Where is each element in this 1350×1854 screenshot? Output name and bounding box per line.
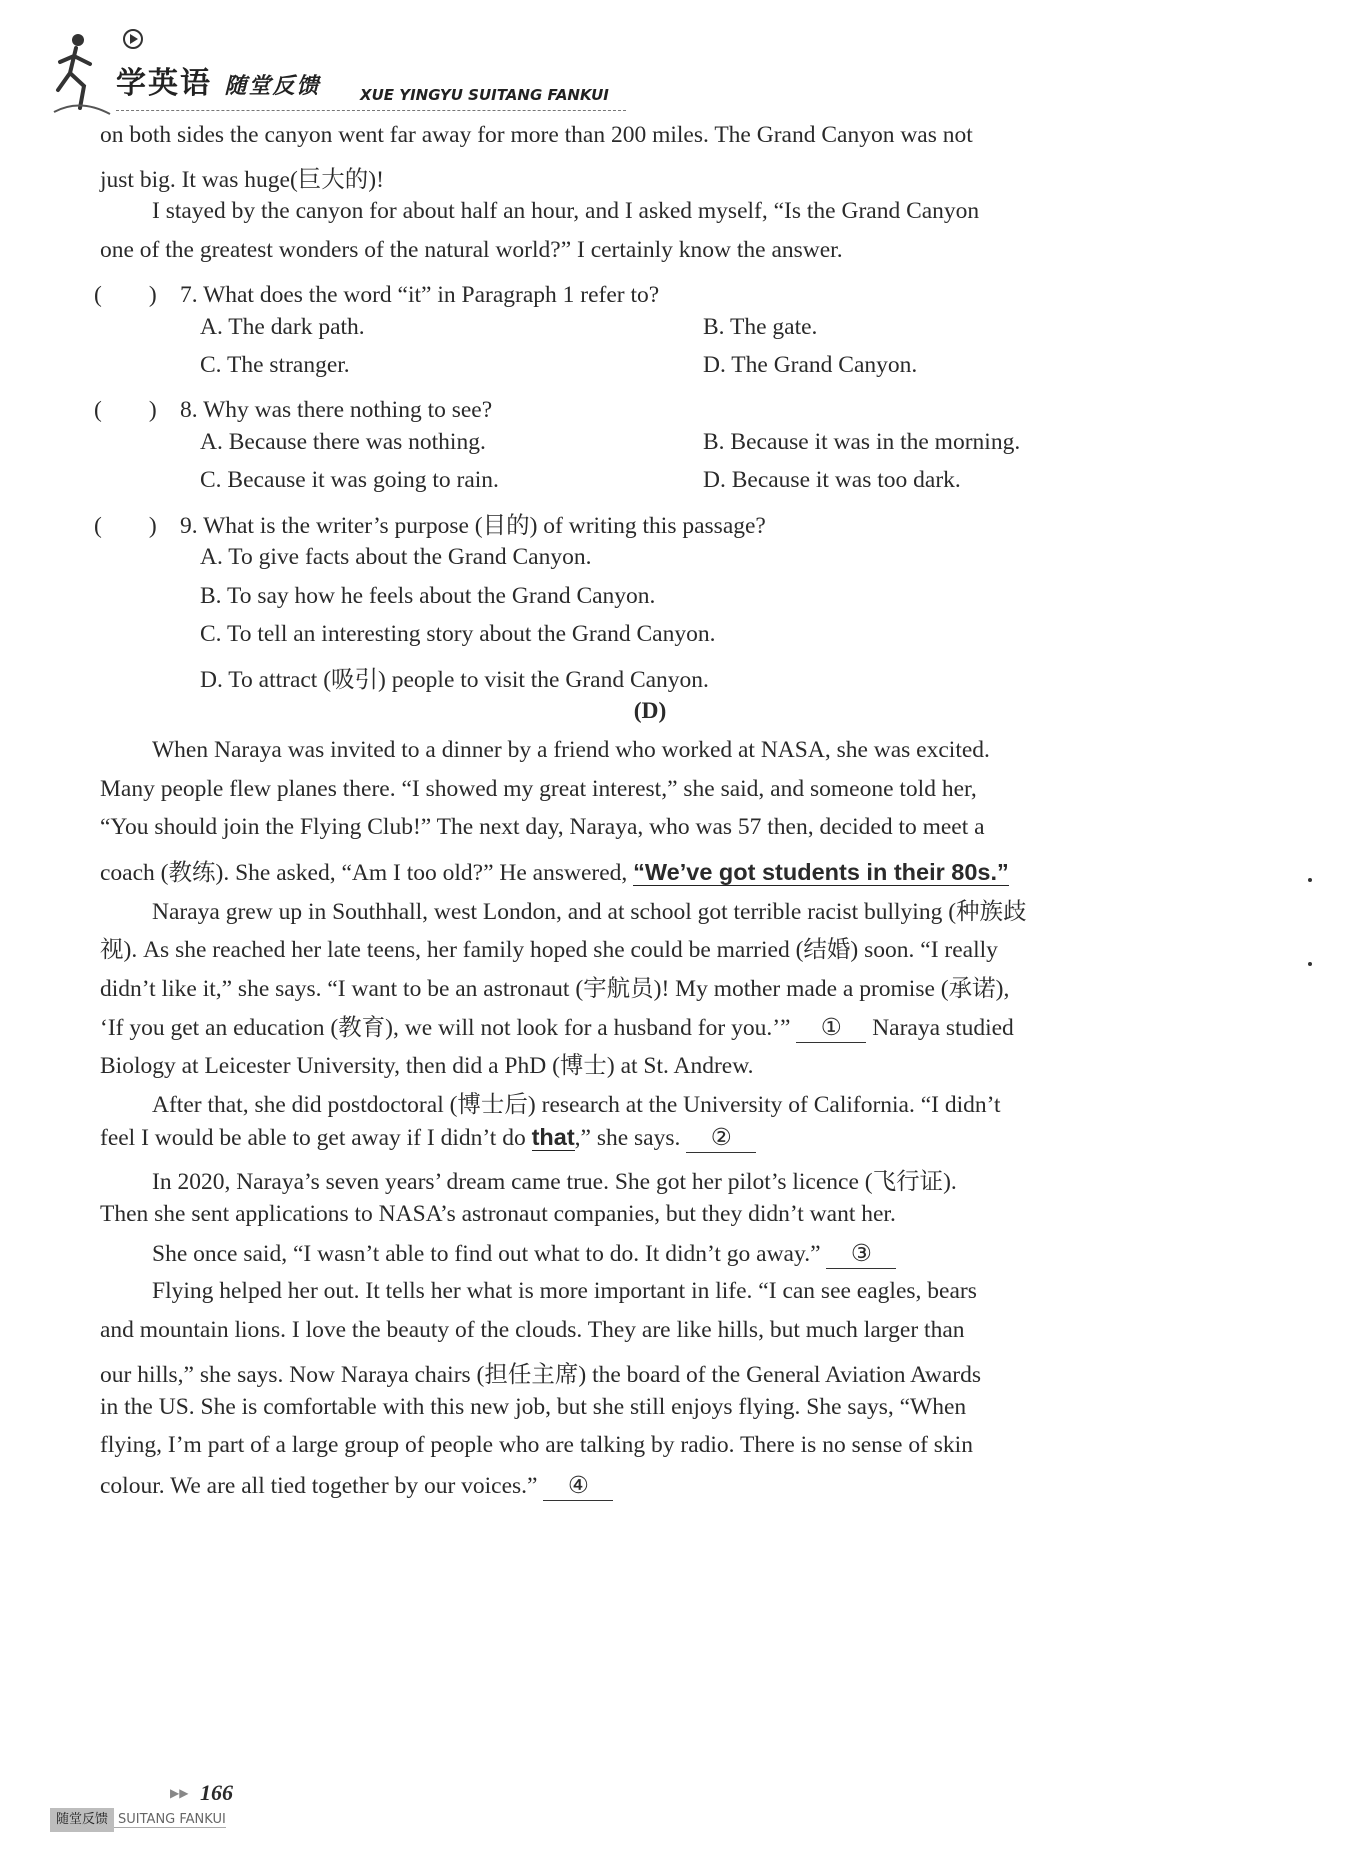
page-arrow-icon: ▶▶ [170, 1786, 189, 1800]
option-c: C. The stranger. [200, 352, 350, 378]
question-stem: 9. What is the writer’s purpose (目的) of writing this passage? [180, 513, 766, 539]
answer-blank-2[interactable]: ② [686, 1123, 756, 1153]
option-d: D. The Grand Canyon. [703, 352, 918, 378]
option-b: B. Because it was in the morning. [703, 429, 1021, 455]
logo-title [116, 58, 320, 102]
option-c: C. Because it was going to rain. [200, 467, 499, 493]
emphasized-quote: “We’ve got students in their 80s.” [633, 859, 1009, 885]
option-a: A. Because there was nothing. [200, 429, 486, 455]
answer-bracket[interactable]: ( ) [94, 282, 157, 308]
text-line: didn’t like it,” she says. “I want to be an astronaut (宇航员)! My mother made a promise (承诺), [100, 976, 1010, 1002]
answer-bracket[interactable]: ( ) [94, 513, 157, 539]
margin-mark [1308, 962, 1312, 966]
footer-tag-cn: 随堂反馈 [50, 1808, 114, 1832]
text-line: “You should join the Flying Club!” The next day, Naraya, who was 57 then, decided to meet a [100, 814, 985, 840]
question-stem: 8. Why was there nothing to see? [180, 397, 493, 423]
text-line: Naraya grew up in Southhall, west London, and at school got terrible racist bullying (种族歧 [152, 899, 1027, 925]
answer-blank-4[interactable]: ④ [543, 1471, 613, 1501]
page-number: 166 [200, 1780, 233, 1805]
option-d: D. Because it was too dark. [703, 467, 961, 493]
text-line: colour. We are all tied together by our voices.” ④ [100, 1471, 613, 1501]
text-line: coach (教练). She asked, “Am I too old?” He answered, “We’ve got students in their 80s.” [100, 859, 1009, 886]
option-d: D. To attract (吸引) people to visit the Grand Canyon. [200, 667, 709, 693]
text-line: feel I would be able to get away if I didn’t do that,” she says. ② [100, 1123, 756, 1153]
text-line: on both sides the canyon went far away for more than 200 miles. The Grand Canyon was not [100, 122, 973, 148]
logo-english-text: XUE YINGYU SUITANG FANKUI [360, 86, 609, 104]
text-line: Then she sent applications to NASA’s astronaut companies, but they didn’t want her. [100, 1201, 896, 1227]
option-c: C. To tell an interesting story about the Grand Canyon. [200, 621, 716, 647]
text-line: She once said, “I wasn’t able to find out what to do. It didn’t go away.” ③ [100, 1239, 896, 1269]
page-header [50, 18, 650, 118]
option-a: A. To give facts about the Grand Canyon. [200, 544, 592, 570]
text-line: our hills,” she says. Now Naraya chairs (担任主席) the board of the General Aviation Awards [100, 1362, 982, 1388]
option-a: A. The dark path. [200, 314, 365, 340]
text-line: ‘If you get an education (教育), we will not look for a husband for you.’” ① Naraya studied [100, 1015, 1014, 1041]
text-line: flying, I’m part of a large group of people who are talking by radio. There is no sense of skin [100, 1432, 973, 1458]
text-line: Flying helped her out. It tells her what is more important in life. “I can see eagles, bears [152, 1278, 977, 1304]
option-b: B. To say how he feels about the Grand Canyon. [200, 583, 656, 609]
answer-blank-3[interactable]: ③ [826, 1239, 896, 1269]
option-b: B. The gate. [703, 314, 818, 340]
logo-main-text: 学英语 [116, 66, 212, 101]
logo-sub-text: 随堂反馈 [224, 74, 321, 99]
question-8 [94, 390, 492, 424]
text-line: 视). As she reached her late teens, her family hoped she could be married (结婚) soon. “I really [100, 937, 998, 963]
text-line: one of the greatest wonders of the natural world?” I certainly know the answer. [100, 237, 843, 263]
text-line: just big. It was huge(巨大的)! [100, 167, 384, 193]
text-line: Biology at Leicester University, then did a PhD (博士) at St. Andrew. [100, 1053, 754, 1079]
runner-logo-icon [50, 28, 120, 118]
text-line: in the US. She is comfortable with this new job, but she still enjoys flying. She says, “When [100, 1394, 967, 1420]
text-line: After that, she did postdoctoral (博士后) research at the University of California. “I didn’t [152, 1092, 1001, 1118]
question-7 [94, 275, 659, 309]
footer-tag-en: SUITANG FANKUI [114, 1812, 226, 1828]
question-stem: 7. What does the word “it” in Paragraph 1 refer to? [180, 282, 660, 308]
play-icon [122, 28, 144, 50]
text-line: In 2020, Naraya’s seven years’ dream came true. She got her pilot’s licence (飞行证). [152, 1169, 957, 1195]
answer-bracket[interactable]: ( ) [94, 397, 157, 423]
text-line: Many people flew planes there. “I showed my great interest,” she said, and someone told her, [100, 776, 977, 802]
footer-tag [50, 1808, 265, 1832]
section-title: (D) [633, 698, 667, 724]
answer-blank-1[interactable]: ① [796, 1013, 866, 1043]
question-9 [94, 506, 766, 540]
emphasized-word: that [531, 1124, 575, 1150]
text-line: and mountain lions. I love the beauty of the clouds. They are like hills, but much larger than [100, 1317, 965, 1343]
header-divider [116, 110, 626, 111]
text-line: I stayed by the canyon for about half an hour, and I asked myself, “Is the Grand Canyon [152, 198, 980, 224]
text-line: When Naraya was invited to a dinner by a friend who worked at NASA, she was excited. [152, 737, 990, 763]
margin-mark [1308, 878, 1312, 882]
